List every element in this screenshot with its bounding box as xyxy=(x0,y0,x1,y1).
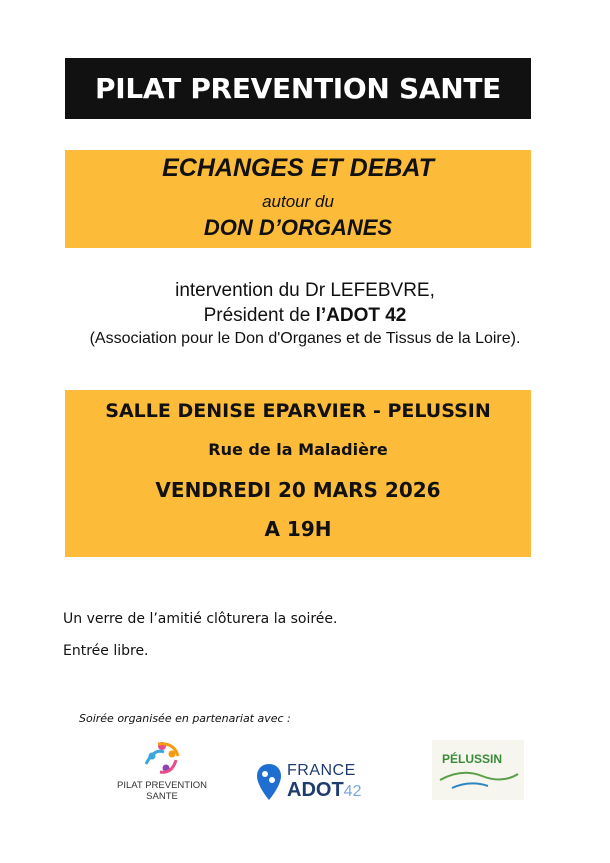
pps-logo-text: PILAT PREVENTION SANTE xyxy=(117,780,207,802)
venue-name: SALLE DENISE EPARVIER - PELUSSIN xyxy=(105,400,491,422)
adot-france-text: FRANCE xyxy=(287,762,356,779)
entry-note: Entrée libre. xyxy=(63,643,149,659)
debate-banner xyxy=(65,150,531,248)
venue-street: Rue de la Maladière xyxy=(208,440,388,459)
partners-label: Soirée organisée en partenariat avec : xyxy=(79,712,291,725)
debate-topic: DON D’ORGANES xyxy=(203,215,393,240)
association-fullname: (Association pour le Don d'Organes et de Tissus de la Loire). xyxy=(89,330,521,347)
venue-banner xyxy=(65,390,531,557)
drink-note: Un verre de l’amitié clôturera la soirée. xyxy=(63,611,338,627)
debate-heading: ECHANGES ET DEBAT xyxy=(162,154,434,182)
pelussin-logo-text: PÉLUSSIN xyxy=(442,752,503,766)
adot-name-text xyxy=(287,779,361,802)
speaker-role-prefix: Président de xyxy=(203,305,311,326)
speaker-role xyxy=(20,303,590,328)
adot-acronym: ADOT xyxy=(287,779,344,801)
pelussin-logo xyxy=(432,740,524,800)
poster-title-text: PILAT PREVENTION SANTE xyxy=(95,72,501,105)
event-time: A 19H xyxy=(264,517,332,541)
france-adot-logo xyxy=(255,760,365,804)
pelussin-landscape-icon xyxy=(432,740,524,800)
speaker-organization: l’ADOT 42 xyxy=(315,305,407,326)
poster-title xyxy=(65,58,531,119)
speaker-line: intervention du Dr LEFEBVRE, xyxy=(175,280,435,301)
pilat-prevention-sante-logo xyxy=(102,738,222,800)
pps-logo-icon xyxy=(102,738,222,780)
adot-pin-icon xyxy=(255,762,283,802)
debate-connector: autour du xyxy=(262,192,334,211)
adot-number: 42 xyxy=(343,783,362,800)
speaker-info xyxy=(20,278,590,350)
event-date: VENDREDI 20 MARS 2026 xyxy=(155,478,441,502)
